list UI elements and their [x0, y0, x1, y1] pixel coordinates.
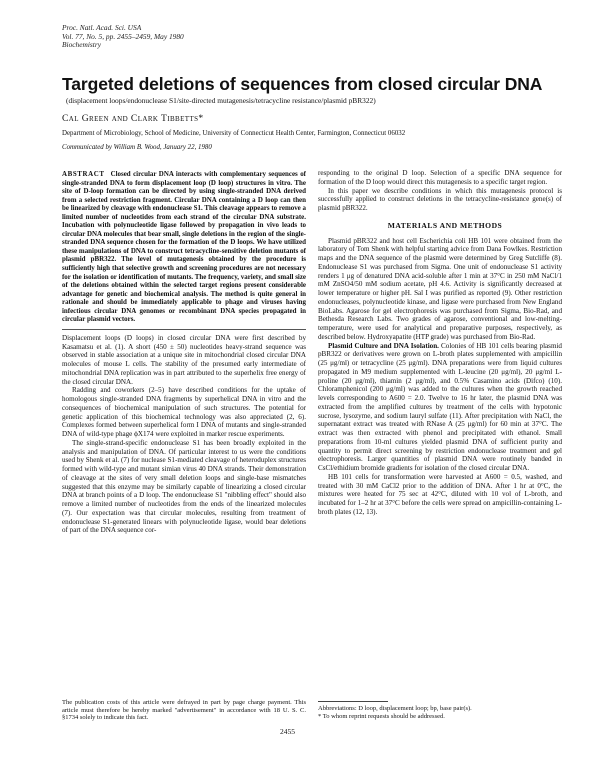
abstract [62, 170, 306, 324]
culture-text: Colonies of HB 101 cells bearing plasmid pBR322 or derivatives were grown on L-broth plates supplemented with ampicillin (25 μg/ml) or tetracycline (25 μg/ml). DNA preparations were from liquid cultures propagated in M9 medium supplemented with L-leucine (20 μg/ml), 20 μg/ml L-proline (20 μg/ml), thiamin (2 μg/ml), and 0.5% Casamino acids (Difco) (10). Chloramphenicol (200 μg/ml) was added to the cultures when the growth reached levels corresponding to A600 = 2.0. Twelve to 16 hr later, the plasmid DNA was extracted from the amplified cultures by treatment of the cells with hypotonic sucrose, lysozyme, and sodium lauryl sulfate (11). After precipitation with NaCl, the supernatant extract was treated with RNase A (25 μg/ml) for 60 min at 37°C. The extract was then extracted with phenol and precipitated with ethanol. Small preparations from 10-ml cultures yielded plasmid DNA of sufficient purity and quantity to permit direct screening by restriction endonuclease treatment and gel electrophoresis. Larger quantities of plasmid DNA were routinely banded in CsCl/ethidium bromide gradients for isolation of the closed circular DNA. [318, 341, 562, 472]
journal-volume: Vol. 77, No. 5, pp. 2455–2459, May 1980 [62, 31, 184, 41]
affiliation: Department of Microbiology, School of Medicine, University of Connecticut Health Center, Farmington, Connecticut 06032 [62, 130, 406, 137]
abstract-divider [62, 329, 306, 330]
abstract-text: Closed circular DNA interacts with complementary sequences of single-stranded DNA to form displacement loop (D loop) structures in vitro. The site of D-loop formation can be directed by using single-stranded DNA derived from a selected restriction fragment. Circular DNA containing a D loop can then be linearized by cleavage with endonuclease S1. This cleavage appears to remove a limited number of nucleotides from each strand of the circular DNA substrate. Incubation with polynucleotide ligase followed by propagation in vivo leads to circular DNA molecules that bear small, single deletions in the region of the single-stranded DNA sequence chosen for the formation of the D loops. We have utilized these manipulations of DNA to construct tetracycline-sensitive deletion mutants of plasmid pBR322. The level of mutagenesis obtained by the procedure is sufficiently high that selective growth and screening procedures are not necessary for the isolation or identification of mutants. The frequency, variety, and small size of the deletions obtained within the selected target regions present considerable advantage for genetic and biochemical analysis. The method is quite general in rationale and should be immediately applicable to phage and viruses having infectious circular DNA genomes or recombinant DNA species propagated in circular plasmid vectors. [62, 170, 306, 324]
intro-paragraph: Radding and coworkers (2–5) have described conditions for the uptake of homologous single-stranded DNA fragments by superhelical DNA in vitro and the consequences of biochemical manipulation of such structures. The potential for genetic application of this biochemical technology was also appreciated (2, 6). Complexes formed between superhelical form I DNA of mutants and single-stranded DNA of wild-type phage ϕX174 were exploited in marker rescue experiments. [62, 386, 306, 439]
abstract-label: ABSTRACT [62, 170, 105, 178]
methods-paragraph: Plasmid pBR322 and host cell Escherichia coli HB 101 were obtained from the laboratory of Tom Shenk with helpful starting advice from Dana Fowlkes. Restriction maps and the DNA sequence of the plasmid were determined by Greg Sutcliffe (8). Endonuclease S1 was purchased from Sigma. One unit of endonuclease S1 activity renders 1 μg of denatured DNA acid-soluble after 1 min at 37°C in 250 mM NaCl/1 mM ZnSO4/50 mM sodium acetate, pH 4.6. Activity is significantly decreased at lower temperature or higher pH. Sal I was purified as reported (9). Other restriction endonucleases, polynucleotide kinase, and ligase were purchased from New England BioLabs. Agarose for gel electrophoresis was purchased from Sigma, Bio-Rad, and Bethesda Research Labs. Two grades of agarose, conventional and low-melting-temperature, were used for analytical and preparative purposes, respectively, as described below. Hydroxyapatite (HTP grade) was purchased from Bio-Rad. [318, 236, 562, 341]
transform-paragraph: HB 101 cells for transformation were harvested at A600 = 0.5, washed, and treated with 30 mM CaCl2 prior to the addition of DNA. After 1 hr at 0°C, the mixtures were heated for 75 sec at 42°C, diluted with 10 vol of L-broth, and incubated for 1–2 hr at 37°C before the cells were spread on ampicillin-containing L-broth plates (12, 13). [318, 472, 562, 516]
intro-paragraph: The single-strand-specific endonuclease S1 has been broadly exploited in the analysis and manipulation of DNA. Of particular interest to us were the conditions used by Shenk et al. (7) for nuclease S1-mediated cleavage of heteroduplex structures formed with wild-type and mutant simian virus 40 DNA strands. Their demonstration of cleavage at the sites of very small deletion loops and single-base mismatches suggested that this enzyme may be similarly capable of linearizing a closed circular DNA at branch points of a D loop. The endonuclease S1 "nibbling effect" should also remove a limited number of nucleotides from the ends of the linearized molecules (7). Our expectation was that circular molecules, resulting from treatment of endonuclease S1-generated linears with polynucleotide ligase, would bear deletions of part of the DNA sequence cor- [62, 438, 306, 535]
left-column [62, 170, 306, 535]
intro-paragraph: In this paper we describe conditions in which this mutagenesis protocol is successfully applied to construct deletions in the tetracycline-resistance gene(s) of plasmid pBR322. [318, 186, 562, 212]
reprint-footnote: * To whom reprint requests should be addressed. [318, 712, 445, 720]
keywords: (displacement loops/endonuclease S1/site-directed mutagenesis/tetracycline resistance/plasmid pBR322) [66, 96, 376, 105]
intro-paragraph: Displacement loops (D loops) in closed circular DNA were first described by Kasamatsu et al. (1). A short (450 ± 50) nucleotides heavy-strand sequence was observed in stable association at a unique site in mitochondrial closed circular DNA molecules of mouse L cells. The stability of the presumed early intermediate of mitochondrial DNA replication was in part attributed to the superhelix free energy of the closed circular DNA. [62, 333, 306, 386]
publication-cost-footnote: The publication costs of this article were defrayed in part by page charge payment. This article must therefore be hereby marked "advertisement" in accordance with 18 U. S. C. §1734 solely to indicate this fact. [62, 699, 306, 721]
culture-paragraph [318, 342, 562, 473]
journal-name: Proc. Natl. Acad. Sci. USA [62, 23, 142, 32]
culture-heading: Plasmid Culture and DNA Isolation. [328, 341, 439, 350]
page-number: 2455 [280, 727, 295, 736]
footnote-divider [318, 701, 388, 702]
journal-section: Biochemistry [62, 40, 101, 50]
abbreviations-footnote: Abbreviations: D loop, displacement loop; bp, base pair(s). [318, 705, 472, 712]
intro-paragraph-cont: responding to the original D loop. Selection of a specific DNA sequence for formation of the D loop would direct this mutagenesis to a specific target region. [318, 169, 562, 186]
journal-header [62, 24, 184, 50]
methods-heading: MATERIALS AND METHODS [387, 220, 503, 230]
communicated-by: Communicated by William B. Wood, January 22, 1980 [62, 144, 212, 151]
right-column [318, 169, 562, 517]
article-title: Targeted deletions of sequences from closed circular DNA [62, 74, 543, 94]
footnotes [318, 705, 562, 720]
authors: Cal Green and Clark Tibbetts* [62, 113, 204, 124]
